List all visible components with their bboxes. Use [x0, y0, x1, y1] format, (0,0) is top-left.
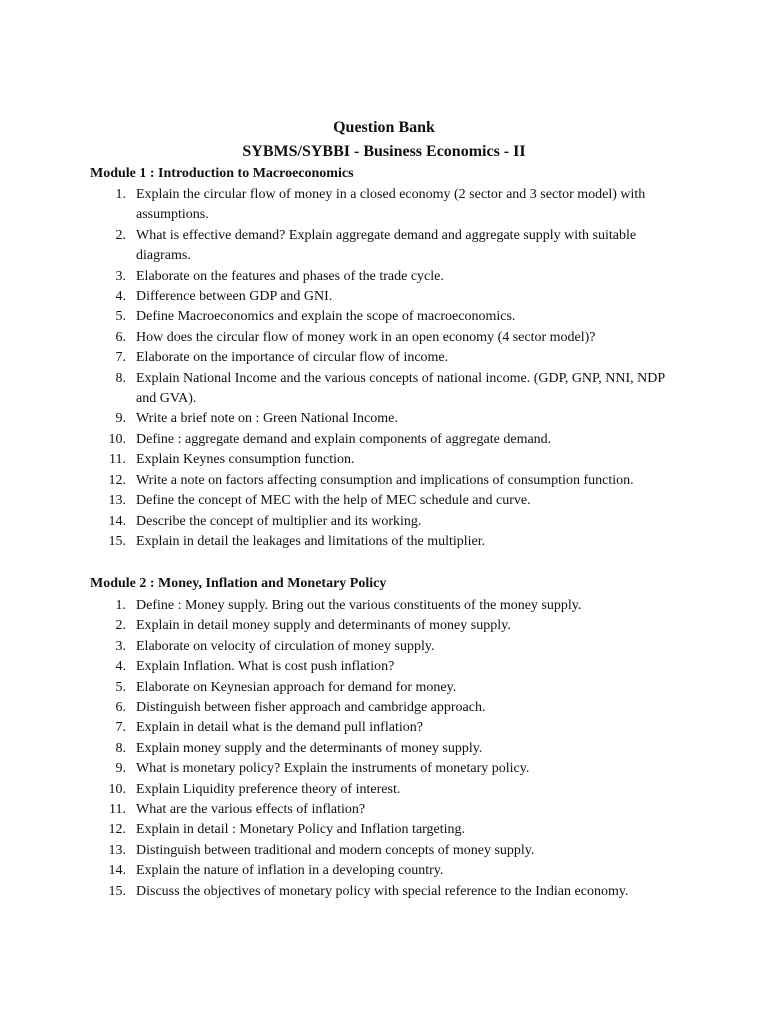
question-number: 4. [115, 289, 126, 305]
question-number: 7. [115, 720, 126, 736]
question-number: 3. [115, 268, 126, 284]
question-item [0, 185, 768, 226]
question-number: 15. [108, 533, 126, 549]
question-text: Explain in detail money supply and determinants of money supply. [136, 618, 511, 634]
question-item [0, 841, 768, 861]
question-item [0, 882, 768, 902]
question-number: 1. [115, 187, 126, 202]
question-item [0, 471, 768, 491]
question-item [0, 267, 768, 287]
document-subtitle: SYBMS/SYBBI - Business Economics - II [242, 143, 526, 160]
question-number: 4. [115, 659, 126, 675]
question-text: Distinguish between fisher approach and cambridge approach. [136, 700, 486, 716]
question-number: 2. [115, 227, 126, 243]
question-text: Explain the circular flow of money in a closed economy (2 sector and 3 sector model) with assumptions. [136, 187, 646, 223]
question-number: 8. [115, 370, 126, 386]
question-text: What is effective demand? Explain aggregate demand and aggregate supply with suitable diagrams. [136, 227, 637, 264]
question-item [0, 596, 768, 616]
question-item [0, 637, 768, 657]
question-text: Explain in detail the leakages and limitations of the multiplier. [136, 533, 486, 549]
question-item [0, 287, 768, 307]
question-text: Discuss the objectives of monetary policy with special reference to the Indian economy. [136, 883, 629, 899]
question-number: 11. [109, 452, 126, 468]
question-number: 2. [115, 618, 126, 634]
question-number: 13. [108, 842, 126, 858]
question-text: Define : aggregate demand and explain components of aggregate demand. [136, 431, 552, 447]
question-text: Explain National Income and the various concepts of national income. (GDP, GNP, NNI, NDP and GVA). [136, 370, 665, 407]
module-1-question-list [0, 185, 768, 552]
question-text: Distinguish between traditional and modern concepts of money supply. [136, 842, 535, 858]
question-item [0, 657, 768, 677]
question-item [0, 532, 768, 552]
question-text: Explain the nature of inflation in a developing country. [136, 863, 444, 879]
question-text: Elaborate on the features and phases of the trade cycle. [136, 268, 444, 284]
question-item [0, 409, 768, 429]
question-text: Explain Liquidity preference theory of interest. [136, 781, 401, 797]
question-number: 14. [108, 513, 126, 529]
question-text: Explain Inflation. What is cost push inflation? [136, 659, 395, 675]
question-number: 15. [108, 883, 126, 899]
question-item [0, 698, 768, 718]
module-2-heading: Module 2 : Money, Inflation and Monetary Policy [90, 576, 387, 591]
question-item [0, 780, 768, 800]
question-number: 9. [115, 761, 126, 777]
question-number: 13. [108, 493, 126, 509]
document-title: Question Bank [333, 119, 435, 136]
question-item [0, 861, 768, 881]
question-number: 6. [115, 700, 126, 716]
question-number: 8. [115, 740, 126, 756]
question-number: 5. [115, 309, 126, 325]
module-1-heading: Module 1 : Introduction to Macroeconomics [90, 166, 354, 181]
question-item [0, 739, 768, 759]
question-item [0, 616, 768, 636]
question-number: 12. [108, 822, 126, 838]
question-text: Elaborate on Keynesian approach for demand for money. [136, 679, 457, 695]
question-number: 5. [115, 679, 126, 695]
question-text: Write a brief note on : Green National Income. [136, 411, 398, 427]
question-text: Explain in detail what is the demand pull inflation? [136, 720, 423, 736]
question-text: Describe the concept of multiplier and its working. [136, 513, 422, 529]
question-text: Explain in detail : Monetary Policy and Inflation targeting. [136, 822, 466, 838]
module-2-question-list [0, 596, 768, 902]
question-text: Explain Keynes consumption function. [136, 452, 355, 468]
question-text: Explain money supply and the determinants of money supply. [136, 740, 483, 756]
question-item [0, 512, 768, 532]
question-number: 14. [108, 863, 126, 879]
question-text: Write a note on factors affecting consumption and implications of consumption function. [136, 472, 634, 488]
question-text: What is monetary policy? Explain the instruments of monetary policy. [136, 761, 530, 777]
question-item [0, 450, 768, 470]
question-item [0, 369, 768, 410]
question-text: Define the concept of MEC with the help of MEC schedule and curve. [136, 493, 531, 509]
question-item [0, 759, 768, 779]
question-item [0, 800, 768, 820]
question-number: 9. [115, 411, 126, 427]
question-text: Define : Money supply. Bring out the various constituents of the money supply. [136, 598, 582, 613]
question-number: 11. [109, 802, 126, 818]
question-item [0, 307, 768, 327]
question-number: 3. [115, 638, 126, 654]
question-text: Difference between GDP and GNI. [136, 289, 333, 305]
question-item [0, 430, 768, 450]
question-text: What are the various effects of inflation? [136, 802, 366, 818]
question-number: 1. [115, 598, 126, 613]
question-item [0, 328, 768, 348]
question-item [0, 820, 768, 840]
question-number: 10. [108, 781, 126, 797]
question-number: 12. [108, 472, 126, 488]
question-number: 10. [108, 431, 126, 447]
question-item [0, 678, 768, 698]
question-number: 6. [115, 329, 126, 345]
question-item [0, 226, 768, 267]
question-text: How does the circular flow of money work in an open economy (4 sector model)? [136, 329, 596, 345]
question-item [0, 718, 768, 738]
question-item [0, 348, 768, 368]
question-text: Define Macroeconomics and explain the scope of macroeconomics. [136, 309, 516, 325]
question-text: Elaborate on velocity of circulation of money supply. [136, 638, 435, 654]
question-number: 7. [115, 350, 126, 366]
question-item [0, 491, 768, 511]
question-text: Elaborate on the importance of circular flow of income. [136, 350, 449, 366]
